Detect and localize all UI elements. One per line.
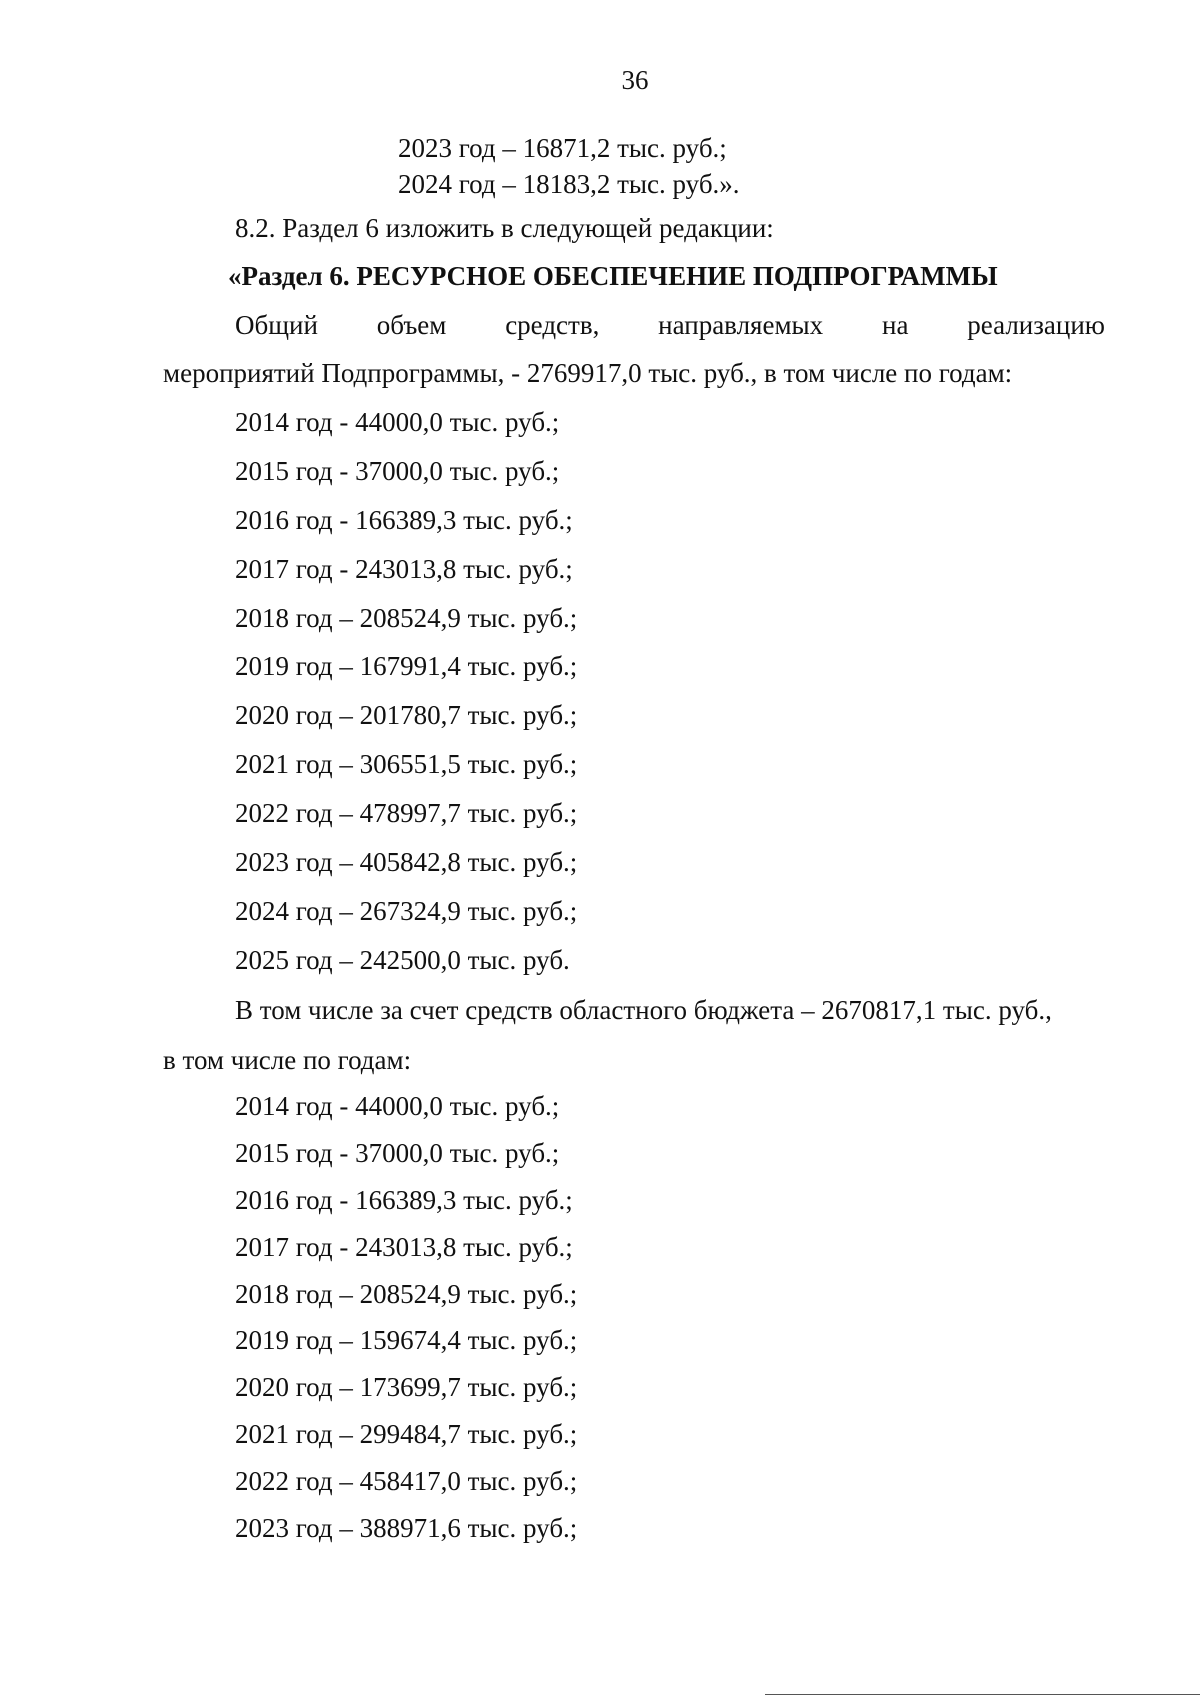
word-4: направляемых <box>658 310 824 340</box>
list-item: 2018 год – 208524,9 тыс. руб.; <box>235 1278 578 1309</box>
word-2: объем <box>376 310 447 340</box>
list-item: 2020 год – 173699,7 тыс. руб.; <box>235 1372 578 1403</box>
list-item: 2014 год - 44000,0 тыс. руб.; <box>235 407 560 437</box>
section-heading: «Раздел 6. РЕСУРСНОЕ ОБЕСПЕЧЕНИЕ ПОДПРОГРАММЫ <box>228 261 998 291</box>
paragraph-total-line2: мероприятий Подпрограммы, - 2769917,0 тыс. руб., в том числе по годам: <box>163 358 1013 388</box>
list-item: 2021 год – 306551,5 тыс. руб.; <box>235 749 578 780</box>
paragraph-total-line1 <box>235 309 1105 341</box>
list-item: 2019 год – 159674,4 тыс. руб.; <box>235 1325 578 1356</box>
list-item: 2020 год – 201780,7 тыс. руб.; <box>235 700 578 731</box>
word-6: реализацию <box>967 310 1105 340</box>
paragraph-regional-line2: в том числе по годам: <box>163 1045 412 1075</box>
list-item: 2015 год - 37000,0 тыс. руб.; <box>235 1137 560 1168</box>
word-5: на <box>882 310 909 340</box>
continuation-line-2023: 2023 год – 16871,2 тыс. руб.; <box>398 133 727 163</box>
list-item: 2021 год – 299484,7 тыс. руб.; <box>235 1419 578 1450</box>
list-item: 2017 год - 243013,8 тыс. руб.; <box>235 1231 573 1262</box>
list-item: 2025 год – 242500,0 тыс. руб. <box>235 944 570 975</box>
amendment-instruction: 8.2. Раздел 6 изложить в следующей редакции: <box>235 213 774 243</box>
total-funding-by-year-list <box>235 406 577 993</box>
word-3: средств, <box>505 310 600 340</box>
list-item: 2024 год – 267324,9 тыс. руб.; <box>235 895 578 926</box>
list-item: 2019 год – 167991,4 тыс. руб.; <box>235 651 578 682</box>
bottom-divider <box>765 1694 1200 1695</box>
word-1: Общий <box>235 310 318 340</box>
list-item: 2022 год – 478997,7 тыс. руб.; <box>235 798 578 829</box>
list-item: 2023 год – 388971,6 тыс. руб.; <box>235 1513 578 1544</box>
page-number: 36 <box>621 65 649 95</box>
list-item: 2015 год - 37000,0 тыс. руб.; <box>235 455 560 486</box>
list-item: 2016 год - 166389,3 тыс. руб.; <box>235 1184 573 1215</box>
list-item: 2022 год – 458417,0 тыс. руб.; <box>235 1466 578 1497</box>
continuation-line-2024: 2024 год – 18183,2 тыс. руб.». <box>398 169 740 199</box>
list-item: 2014 год - 44000,0 тыс. руб.; <box>235 1091 560 1121</box>
paragraph-regional-line1: В том числе за счет средств областного бюджета – 2670817,1 тыс. руб., <box>235 995 1052 1025</box>
regional-funding-by-year-list <box>235 1090 577 1559</box>
list-item: 2023 год – 405842,8 тыс. руб.; <box>235 847 578 878</box>
list-item: 2017 год - 243013,8 тыс. руб.; <box>235 553 573 584</box>
list-item: 2018 год – 208524,9 тыс. руб.; <box>235 602 578 633</box>
list-item: 2016 год - 166389,3 тыс. руб.; <box>235 504 573 535</box>
